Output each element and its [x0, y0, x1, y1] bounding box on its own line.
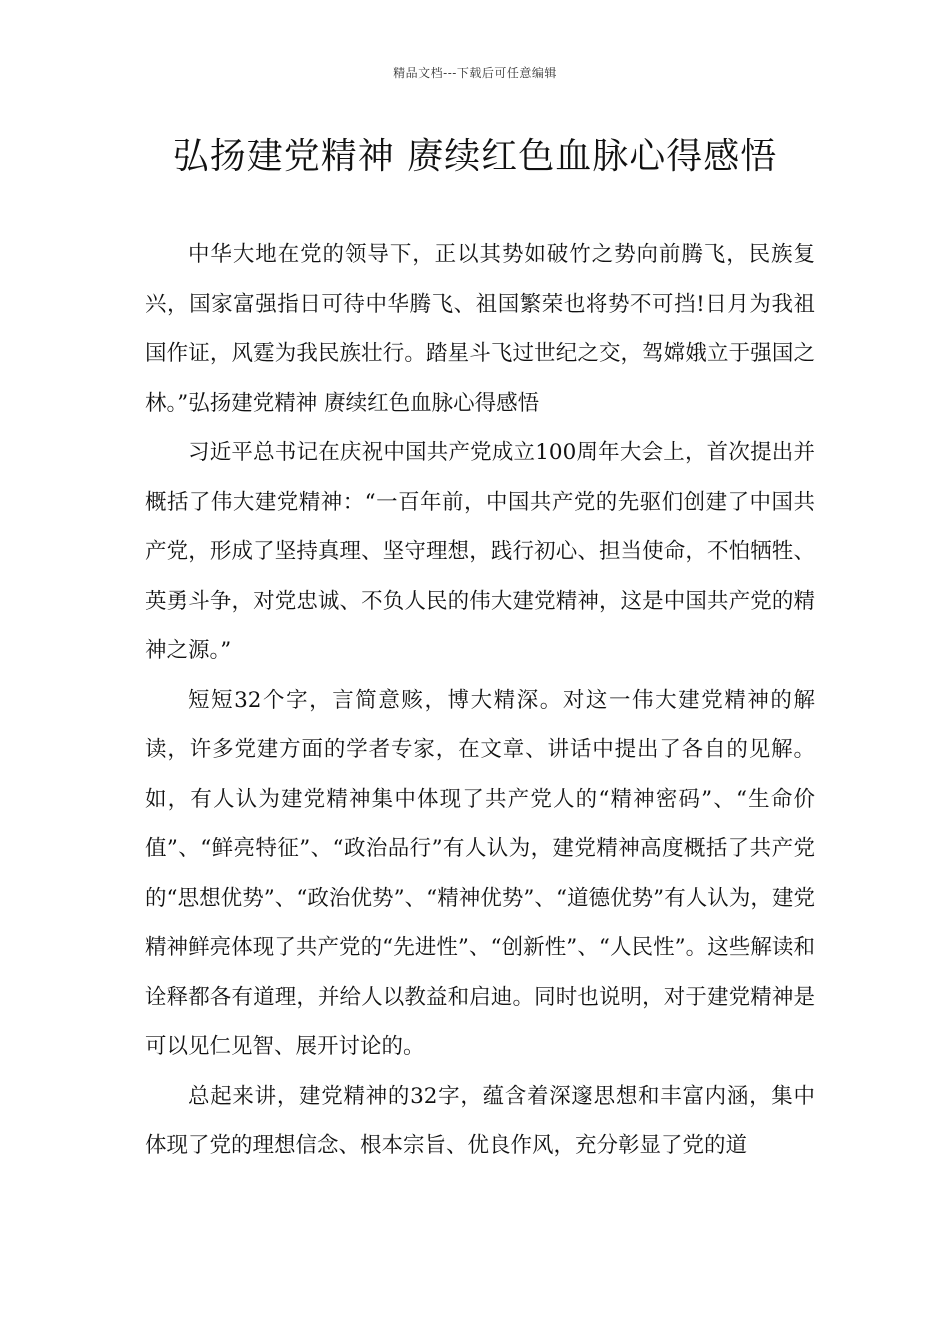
paragraph-1: 中华大地在党的领导下，正以其势如破竹之势向前腾飞，民族复兴，国家富强指日可待中华腾飞、祖国繁荣也将势不可挡!日月为我祖国作证，风霆为我民族壮行。踏星斗飞过世纪之交，驾嫦娥立于强国之林。”弘扬建党精神 赓续红色血脉心得感悟: [145, 242, 815, 416]
header-note: 精品文档---下载后可任意编辑: [393, 66, 557, 80]
paragraph-3: 短短32个字，言简意赅，博大精深。对这一伟大建党精神的解读，许多党建方面的学者专家，在文章、讲话中提出了各自的见解。如，有人认为建党精神集中体现了共产党人的“精神密码”、“生命价值”、“鲜亮特征”、“政治品行”有人认为，建党精神高度概括了共产党的“思想优势”、“政治优势”、“精神优势”、“道德优势”有人认为，建党精神鲜亮体现了共产党的“先进性”、“创新性”、“人民性”。这些解读和诠释都各有道理，并给人以教益和启迪。同时也说明，对于建党精神是可以见仁见智、展开讨论的。: [145, 687, 815, 1059]
document-body: [145, 230, 815, 1171]
paragraph-4: 总起来讲，建党精神的32字，蕴含着深邃思想和丰富内涵，集中体现了党的理想信念、根本宗旨、优良作风，充分彰显了党的道: [145, 1083, 815, 1158]
paragraph-2: 习近平总书记在庆祝中国共产党成立100周年大会上，首次提出并概括了伟大建党精神：“一百年前，中国共产党的先驱们创建了中国共产党，形成了坚持真理、坚守理想，践行初心、担当使命，不怕牺牲、英勇斗争，对党忠诚、不负人民的伟大建党精神，这是中国共产党的精神之源。”: [145, 440, 815, 663]
document-title: 弘扬建党精神 赓续红色血脉心得感悟: [172, 136, 778, 177]
